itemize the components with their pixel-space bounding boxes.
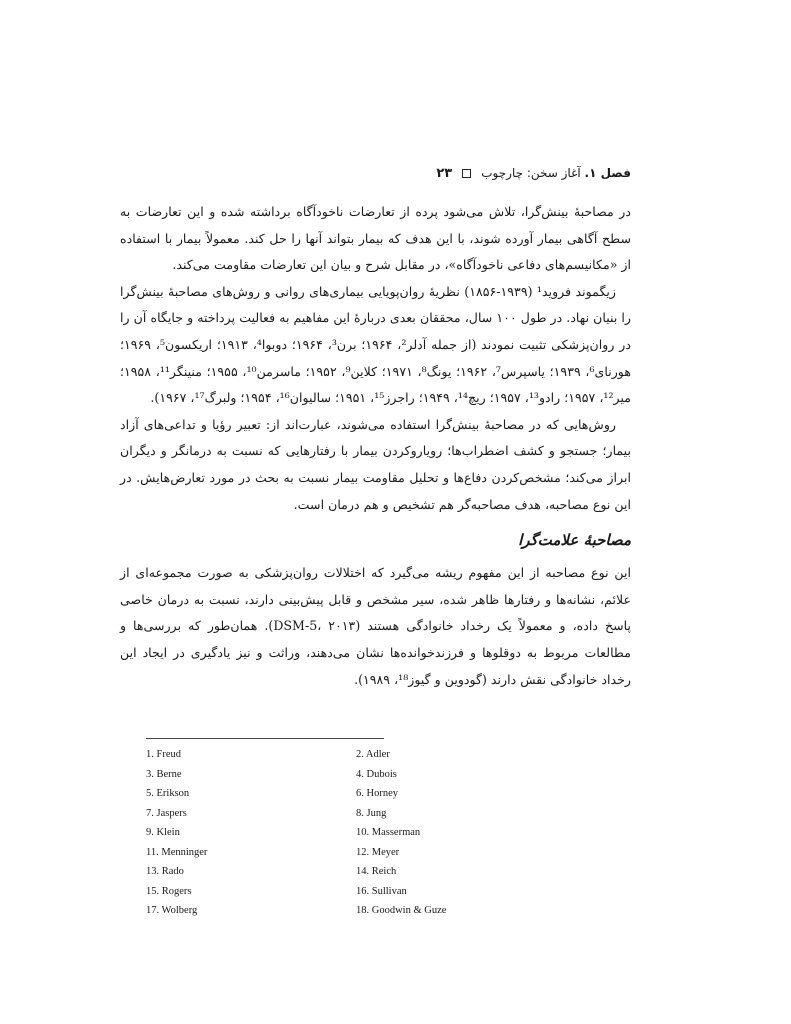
- footnote: 9. Klein: [146, 827, 180, 839]
- footnote-row: [146, 862, 566, 882]
- footnote: 1. Freud: [146, 749, 181, 761]
- footnote: 2. Adler: [356, 749, 390, 761]
- footnote: 12. Meyer: [356, 846, 400, 858]
- paragraph-1: در مصاحبهٔ بینش‌گرا، تلاش می‌شود پرده از تعارضات ناخودآگاه برداشته شده و این تعارضات به سطح آگاهی بیمار آورده شوند، با این هدف که بیمار بتواند آنها را حل کند. معمولاً بیمار با استفاده از «مکانیسم‌های دفاعی ناخودآگاه»، در مقابل شرح و بیان این تعارضات مقاومت می‌کند.: [120, 204, 631, 273]
- footnote: 4. Dubois: [356, 768, 397, 780]
- footnote: 7. Jaspers: [146, 807, 187, 819]
- footnote: 8. Jung: [356, 807, 387, 819]
- footnote: 17. Wolberg: [146, 905, 198, 917]
- footnote-row: [146, 765, 566, 785]
- square-separator-icon: [462, 169, 471, 178]
- footnote: 18. Goodwin & Guze: [356, 905, 447, 917]
- chapter-title: آغاز سخن: چارچوب: [481, 166, 581, 180]
- page-number: ۲۳: [436, 165, 453, 181]
- footnote-rule: [146, 738, 384, 739]
- chapter-number: فصل ۱.: [584, 166, 631, 180]
- paragraph-2: زیگموند فروید¹ (۱۹۳۹-۱۸۵۶) نظریهٔ روان‌پویایی بیماری‌های روانی و روش‌های مصاحبهٔ بینش‌گرا را بنیان نهاد. در طول ۱۰۰ سال، محققان بعدی دربارهٔ این مفاهیم به فعالیت پرداخته و جایگاه آن را در روان‌پزشکی تثبیت نمودند (از جمله آدلر²، ۱۹۶۴؛ برن³، ۱۹۶۴؛ دوبوا⁴، ۱۹۱۳؛ اریکسون⁵، ۱۹۶۹؛ هورنای⁶، ۱۹۳۹؛ یاسپرس⁷، ۱۹۶۲؛ یونگ⁸، ۱۹۷۱؛ کلاین⁹، ۱۹۵۲؛ ماسرمن¹⁰، ۱۹۵۵؛ منینگر¹¹، ۱۹۵۸؛ میر¹²، ۱۹۵۷؛ رادو¹³، ۱۹۵۷؛ ریچ¹⁴، ۱۹۴۹؛ راجرز¹⁵، ۱۹۵۱؛ سالیوان¹⁶، ۱۹۵۴؛ ولبرگ¹⁷، ۱۹۶۷).: [120, 283, 631, 406]
- footnote: 11. Menninger: [146, 846, 208, 858]
- running-header: [146, 162, 631, 184]
- footnote-row: [146, 823, 566, 843]
- footnote-row: [146, 901, 566, 921]
- footnote-row: [146, 843, 566, 863]
- footnote: 13. Rado: [146, 866, 184, 878]
- footnote-row: [146, 804, 566, 824]
- paragraph-3: روش‌هایی که در مصاحبهٔ بینش‌گرا استفاده می‌شوند، عبارت‌اند از: تعبیر رؤیا و تداعی‌های آزاد بیمار؛ جستجو و کشف اضطراب‌ها؛ رویاروکردن بیمار با رفتارهایی که نسبت به درمانگر و دیگران ابراز می‌کند؛ مشخص‌کردن دفاع‌ها و تحلیل مقاومت بیمار نسبت به بحث در مورد تعارض‌هایش. در این نوع مصاحبه، هدف مصاحبه‌گر هم تشخیص و هم درمان است.: [120, 416, 631, 512]
- footnote: 10. Masserman: [356, 827, 421, 839]
- footnote-row: [146, 784, 566, 804]
- section-paragraph: این نوع مصاحبه از این مفهوم ریشه می‌گیرد که اختلالات روان‌پزشکی به صورت مجموعه‌ای از علائم، نشانه‌ها و رفتارها ظاهر شده، سیر مشخص و قابل پیش‌بینی دارند، نسبت به درمان خاصی پاسخ داده، و معمولاً یک رخداد خانوادگی هستند (DSM-5، ۲۰۱۳). همان‌طور که بررسی‌ها و مطالعات مربوط به دوقلوها و فرزندخوانده‌ها نشان می‌دهند، وراثت و نیز یادگیری در ایجاد این رخداد خانوادگی نقش دارند (گودوین و گیوز¹⁸، ۱۹۸۹).: [120, 565, 631, 687]
- body-text: [120, 199, 631, 693]
- footnotes: [146, 745, 566, 921]
- footnote: 6. Horney: [356, 788, 398, 800]
- footnote-row: [146, 745, 566, 765]
- section-heading: مصاحبهٔ علامت‌گرا: [518, 531, 631, 550]
- footnote: 14. Reich: [356, 866, 397, 878]
- footnote: 3. Berne: [146, 768, 182, 780]
- footnote-row: [146, 882, 566, 902]
- footnote: 5. Erikson: [146, 788, 190, 800]
- footnote: 15. Rogers: [146, 885, 192, 897]
- footnote: 16. Sullivan: [356, 885, 407, 897]
